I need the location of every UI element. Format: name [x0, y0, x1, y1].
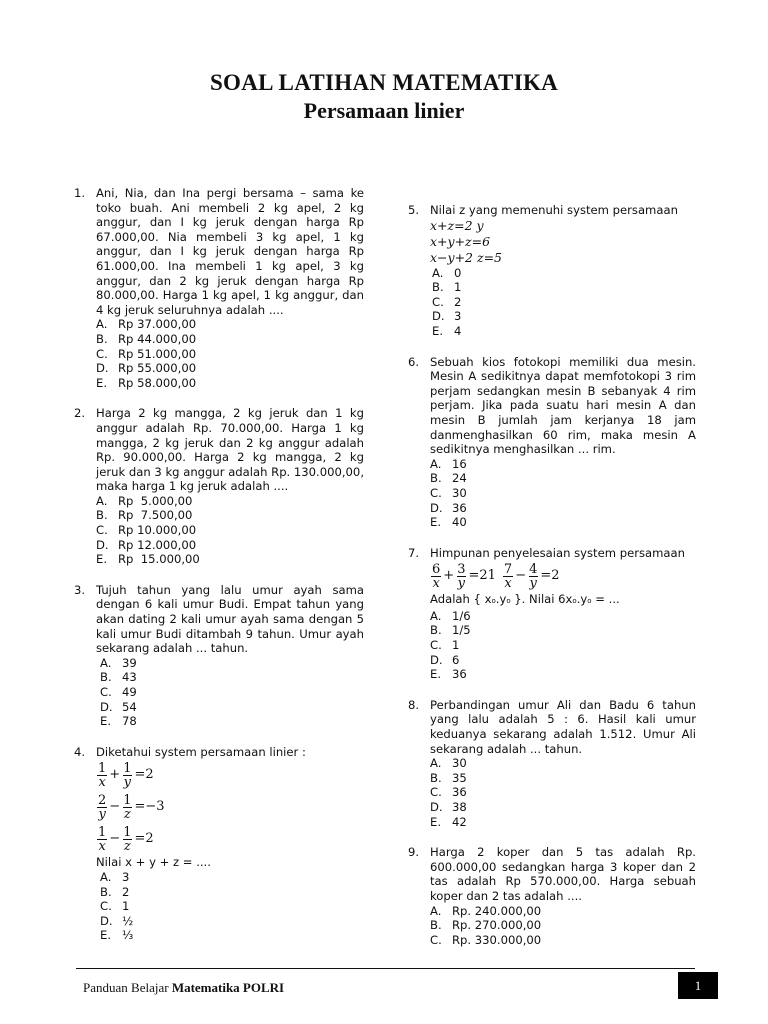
option-text: ½: [122, 913, 134, 928]
option-text: 35: [452, 770, 467, 785]
question-followup: [430, 592, 696, 609]
option[interactable]: [96, 361, 364, 376]
denominator: z: [123, 838, 131, 854]
options-list: [430, 609, 696, 682]
option-letter: C.: [100, 899, 112, 914]
option-letter: C.: [430, 932, 442, 947]
option-text: 38: [452, 800, 467, 814]
option-text: 78: [122, 714, 137, 729]
option[interactable]: [100, 914, 364, 929]
numerator: 1: [123, 824, 132, 840]
option-text: 3: [122, 869, 130, 884]
option-letter: C.: [432, 294, 444, 309]
denominator: x: [98, 838, 106, 854]
option-letter: B.: [430, 623, 442, 638]
option[interactable]: [96, 552, 364, 567]
subscript: o: [572, 597, 577, 606]
option[interactable]: [100, 670, 364, 685]
question-number: 3.: [74, 582, 86, 597]
followup-text: .y: [495, 592, 507, 607]
followup-text: }. Nilai 6x: [510, 592, 573, 607]
option[interactable]: [96, 494, 364, 509]
option-text: Rp 10.000,00: [118, 523, 197, 538]
equation: [96, 791, 364, 823]
options-list: [430, 457, 696, 530]
option-letter: B.: [100, 670, 112, 685]
document-subtitle: Persamaan linier: [303, 98, 465, 123]
question-2: [74, 406, 364, 567]
equation-rhs: =−3: [134, 799, 165, 815]
option-letter: A.: [96, 317, 108, 332]
footer-prefix: Panduan Belajar: [83, 980, 172, 995]
option-text: Rp 51.000,00: [118, 346, 197, 361]
option-text: 49: [122, 685, 137, 699]
numerator: 4: [529, 561, 538, 577]
option-text: 16: [452, 456, 467, 471]
fraction: [528, 563, 538, 590]
option[interactable]: [430, 800, 696, 815]
equation-rhs: =2: [540, 567, 560, 583]
option-text: 4: [454, 323, 462, 338]
footer-text: [83, 980, 284, 996]
option-letter: B.: [100, 884, 112, 899]
option-letter: D.: [100, 699, 113, 714]
option-letter: B.: [432, 280, 444, 295]
denominator: x: [98, 774, 106, 790]
subscript: o: [506, 597, 511, 606]
option-text: 2: [454, 294, 462, 309]
option-text: 30: [452, 485, 467, 500]
operator: −: [109, 831, 121, 847]
option[interactable]: [100, 714, 364, 729]
option-text: Rp. 240.000,00: [452, 903, 542, 918]
question-number: 6.: [408, 354, 420, 369]
option-text: Rp. 330.000,00: [452, 932, 542, 947]
equation-rhs: =2: [134, 831, 154, 847]
option-text: 24: [452, 471, 467, 486]
question-stem: Himpunan penyelesaian system persamaan: [430, 545, 685, 560]
option-letter: B.: [430, 770, 442, 785]
option[interactable]: [432, 324, 696, 339]
option[interactable]: [430, 785, 696, 800]
option[interactable]: [432, 295, 696, 310]
numerator: 1: [123, 792, 132, 808]
option-letter: E.: [96, 552, 108, 567]
question-3: [74, 583, 364, 729]
option-letter: C.: [96, 346, 108, 361]
option[interactable]: [430, 486, 696, 501]
question-stem: Sebuah kios fotokopi memiliki dua mesin. Mesin A sedikitnya dapat memfotokopi 3 rim perjam sedangkan mesin B sebanyak 4 rim perjam. Jika pada suatu hari mesin A dan mesin B jumlah jam kerjanya 18 jam danmenghasilkan 60 rim, maka mesin A sedikitnya menghasilkan ... rim.: [430, 354, 696, 457]
option[interactable]: [100, 700, 364, 715]
option-letter: D.: [432, 309, 445, 324]
option-text: 30: [452, 756, 467, 771]
denominator: z: [123, 806, 131, 822]
question-stem: Ani, Nia, dan Ina pergi bersama – sama ke toko buah. Ani membeli 2 kg apel, 2 kg anggur, dan I kg jeruk dengan harga Rp 67.000,00. Nia membeli 3 kg apel, 1 kg anggur, dan I kg jeruk dengan harga Rp 61.000,00. Ina membeli 1 kg apel, 3 kg anggur, dan 2 kg jeruk dengan harga Rp 80.000,00. Harga 1 kg apel, 1 kg anggur, dan 4 kg jeruk seluruhnya adalah ....: [96, 186, 364, 317]
option-text: 2: [122, 884, 130, 899]
left-column: [74, 186, 364, 943]
option[interactable]: [432, 280, 696, 295]
option-letter: E.: [430, 667, 442, 682]
option[interactable]: [100, 928, 364, 943]
option-text: 1/6: [452, 608, 471, 623]
option[interactable]: [96, 332, 364, 347]
question-stem: Harga 2 kg mangga, 2 kg jeruk dan 1 kg anggur adalah Rp. 70.000,00. Harga 1 kg mangga, 2 kg jeruk dan 2 kg anggur adalah Rp. 90.000,00. Harga 2 kg mangga, 2 kg jeruk dan 3 kg anggur adalah Rp. 130.000,00, maka harga 1 kg jeruk adalah ....: [96, 406, 364, 494]
option-letter: B.: [96, 331, 108, 346]
option-letter: A.: [432, 265, 444, 280]
options-list: [96, 494, 364, 567]
equation-line: x−y+2 z=5: [430, 249, 502, 265]
equation-line: x+y+z=6: [430, 233, 491, 249]
numerator: 7: [503, 561, 513, 577]
page-number: 1: [678, 972, 718, 999]
option[interactable]: [430, 623, 696, 638]
fraction: [122, 794, 132, 821]
operator: +: [109, 767, 121, 783]
option-text: 42: [452, 814, 467, 829]
option[interactable]: [100, 685, 364, 700]
option-letter: C.: [100, 685, 112, 699]
option[interactable]: [100, 885, 364, 900]
numerator: 6: [432, 561, 441, 577]
footer-bold: Matematika POLRI: [171, 980, 285, 995]
question-number: 7.: [408, 545, 420, 560]
numerator: 3: [457, 561, 466, 577]
option-letter: E.: [100, 714, 112, 729]
operator: −: [109, 799, 121, 815]
option-letter: D.: [100, 913, 113, 928]
question-6: [408, 355, 696, 530]
option[interactable]: [96, 347, 364, 362]
question-stem: Diketahui system persamaan linier :: [96, 744, 306, 759]
question-stem: Tujuh tahun yang lalu umur ayah sama dengan 6 kali umur Budi. Empat tahun yang akan dating 2 kali umur ayah sama dengan 5 kali umur Budi ditambah 9 tahun. Umur ayah sekarang adalah ... tahun.: [96, 582, 364, 656]
option[interactable]: [100, 870, 364, 885]
option[interactable]: [430, 756, 696, 771]
option-letter: B.: [430, 471, 442, 486]
subscript: o: [491, 597, 496, 606]
option-text: 1: [454, 280, 462, 295]
option-text: 36: [452, 500, 467, 515]
option[interactable]: [430, 667, 696, 682]
option[interactable]: [430, 501, 696, 516]
option-text: 36: [452, 667, 467, 682]
option-letter: D.: [430, 800, 443, 814]
option-text: Rp 44.000,00: [118, 331, 197, 346]
option-letter: C.: [430, 485, 442, 500]
question-number: 5.: [408, 203, 420, 217]
fraction: [431, 563, 441, 590]
question-8: [408, 698, 696, 829]
option[interactable]: [430, 771, 696, 786]
option[interactable]: [430, 815, 696, 830]
option[interactable]: [430, 457, 696, 472]
followup-text: = ...: [591, 592, 620, 607]
option-letter: E.: [432, 323, 444, 338]
option-text: Rp 5.000,00: [118, 493, 193, 508]
question-stem: Nilai z yang memenuhi system persamaan: [430, 203, 678, 217]
option-letter: A.: [100, 869, 112, 884]
option-text: Rp 58.000,00: [118, 375, 197, 390]
option-letter: E.: [430, 515, 442, 530]
option-text: 40: [452, 515, 467, 530]
option-letter: E.: [430, 814, 442, 829]
denominator: y: [123, 774, 131, 790]
option[interactable]: [432, 309, 696, 324]
right-column: [408, 203, 696, 947]
option-letter: C.: [96, 523, 108, 538]
question-number: 1.: [74, 186, 86, 200]
option-text: 0: [454, 265, 462, 280]
followup-text: .y: [576, 592, 588, 607]
options-list: [96, 870, 364, 943]
equation: [96, 823, 364, 855]
options-list: [430, 756, 696, 829]
option-text: 3: [454, 309, 462, 324]
option-letter: D.: [430, 652, 443, 667]
equation: [430, 560, 696, 592]
equation: [96, 759, 364, 791]
fraction: [122, 826, 132, 853]
fraction: [122, 762, 132, 789]
option[interactable]: [430, 933, 696, 948]
option[interactable]: [96, 317, 364, 332]
option-letter: A.: [430, 903, 442, 918]
option[interactable]: [430, 904, 696, 919]
numerator: 1: [98, 760, 107, 776]
question-stem: Harga 2 koper dan 5 tas adalah Rp. 600.000,00 sedangkan harga 3 koper dan 2 tas adalah Rp 570.000,00. Harga sebuah koper dan 2 tas adalah ....: [430, 845, 696, 903]
subscript: o: [587, 597, 592, 606]
question-7: [408, 546, 696, 682]
options-list: [96, 317, 364, 390]
question-number: 2.: [74, 406, 86, 421]
option-text: ⅓: [122, 928, 134, 943]
denominator: y: [529, 575, 537, 591]
option-letter: A.: [430, 608, 442, 623]
question-stem: Perbandingan umur Ali dan Badu 6 tahun yang lalu adalah 5 : 6. Hasil kali umur keduanya sekarang adalah 1.512. Umur Ali sekarang adalah ... tahun.: [430, 697, 696, 756]
fraction: [97, 794, 107, 821]
option-letter: C.: [430, 785, 442, 800]
options-list: [96, 656, 364, 729]
option[interactable]: [432, 266, 696, 281]
operator: +: [443, 567, 455, 583]
fraction: [97, 826, 107, 853]
option-letter: A.: [430, 756, 442, 771]
fraction: [503, 563, 513, 590]
question-4: [74, 745, 364, 943]
fraction: [97, 762, 107, 789]
option[interactable]: [430, 515, 696, 530]
option-text: Rp 37.000,00: [118, 317, 197, 332]
numerator: 1: [98, 824, 107, 840]
denominator: x: [432, 575, 440, 591]
question-followup: Nilai x + y + z = ....: [96, 855, 211, 870]
option-text: 39: [122, 655, 137, 670]
question-number: 4.: [74, 744, 86, 759]
option-text: Rp 7.500,00: [118, 508, 193, 523]
option[interactable]: [430, 471, 696, 486]
option-text: 43: [122, 670, 137, 685]
option-text: 1: [452, 638, 460, 653]
option-text: 6: [452, 652, 460, 667]
options-list: [430, 266, 696, 339]
question-number: 8.: [408, 697, 420, 712]
denominator: y: [98, 806, 106, 822]
denominator: y: [457, 575, 465, 591]
operator: −: [515, 567, 527, 583]
option-letter: D.: [430, 500, 443, 515]
option-text: Rp 12.000,00: [118, 537, 197, 552]
option-letter: A.: [96, 493, 108, 508]
fraction: [456, 563, 466, 590]
option-text: 54: [122, 699, 137, 714]
question-number: 9.: [408, 845, 420, 860]
option-letter: A.: [430, 456, 442, 471]
option-letter: A.: [100, 655, 112, 670]
option-letter: D.: [96, 361, 109, 376]
option-letter: E.: [96, 375, 108, 390]
option[interactable]: [96, 508, 364, 523]
option[interactable]: [430, 609, 696, 624]
equation-line: x+z=2 y: [430, 217, 484, 233]
document-title: SOAL LATIHAN MATEMATIKA: [209, 70, 559, 95]
option[interactable]: [430, 653, 696, 668]
denominator: x: [504, 575, 512, 591]
option[interactable]: [430, 918, 696, 933]
option-text: Rp 15.000,00: [118, 552, 200, 567]
numerator: 1: [123, 760, 132, 776]
option-letter: C.: [430, 638, 442, 653]
option-text: Rp 55.000,00: [118, 361, 197, 376]
equation-rhs: =2: [134, 767, 154, 783]
followup-text: Adalah { x: [430, 592, 492, 607]
option-text: 1: [122, 899, 130, 914]
option[interactable]: [100, 656, 364, 671]
option-letter: B.: [430, 918, 442, 933]
option-text: Rp. 270.000,00: [452, 918, 542, 933]
option-text: 1/5: [452, 623, 471, 638]
option-letter: E.: [100, 928, 112, 943]
option[interactable]: [96, 538, 364, 553]
question-9: [408, 845, 696, 947]
equation-rhs: =21: [468, 567, 496, 583]
option[interactable]: [96, 523, 364, 538]
question-1: [74, 186, 364, 390]
footer-divider: [76, 968, 695, 969]
option-letter: B.: [96, 508, 108, 523]
numerator: 2: [98, 792, 107, 808]
options-list: [430, 904, 696, 948]
option-letter: D.: [96, 537, 109, 552]
option[interactable]: [100, 899, 364, 914]
question-5: [408, 203, 696, 339]
option[interactable]: [430, 638, 696, 653]
option[interactable]: [96, 376, 364, 391]
option-text: 36: [452, 785, 467, 800]
